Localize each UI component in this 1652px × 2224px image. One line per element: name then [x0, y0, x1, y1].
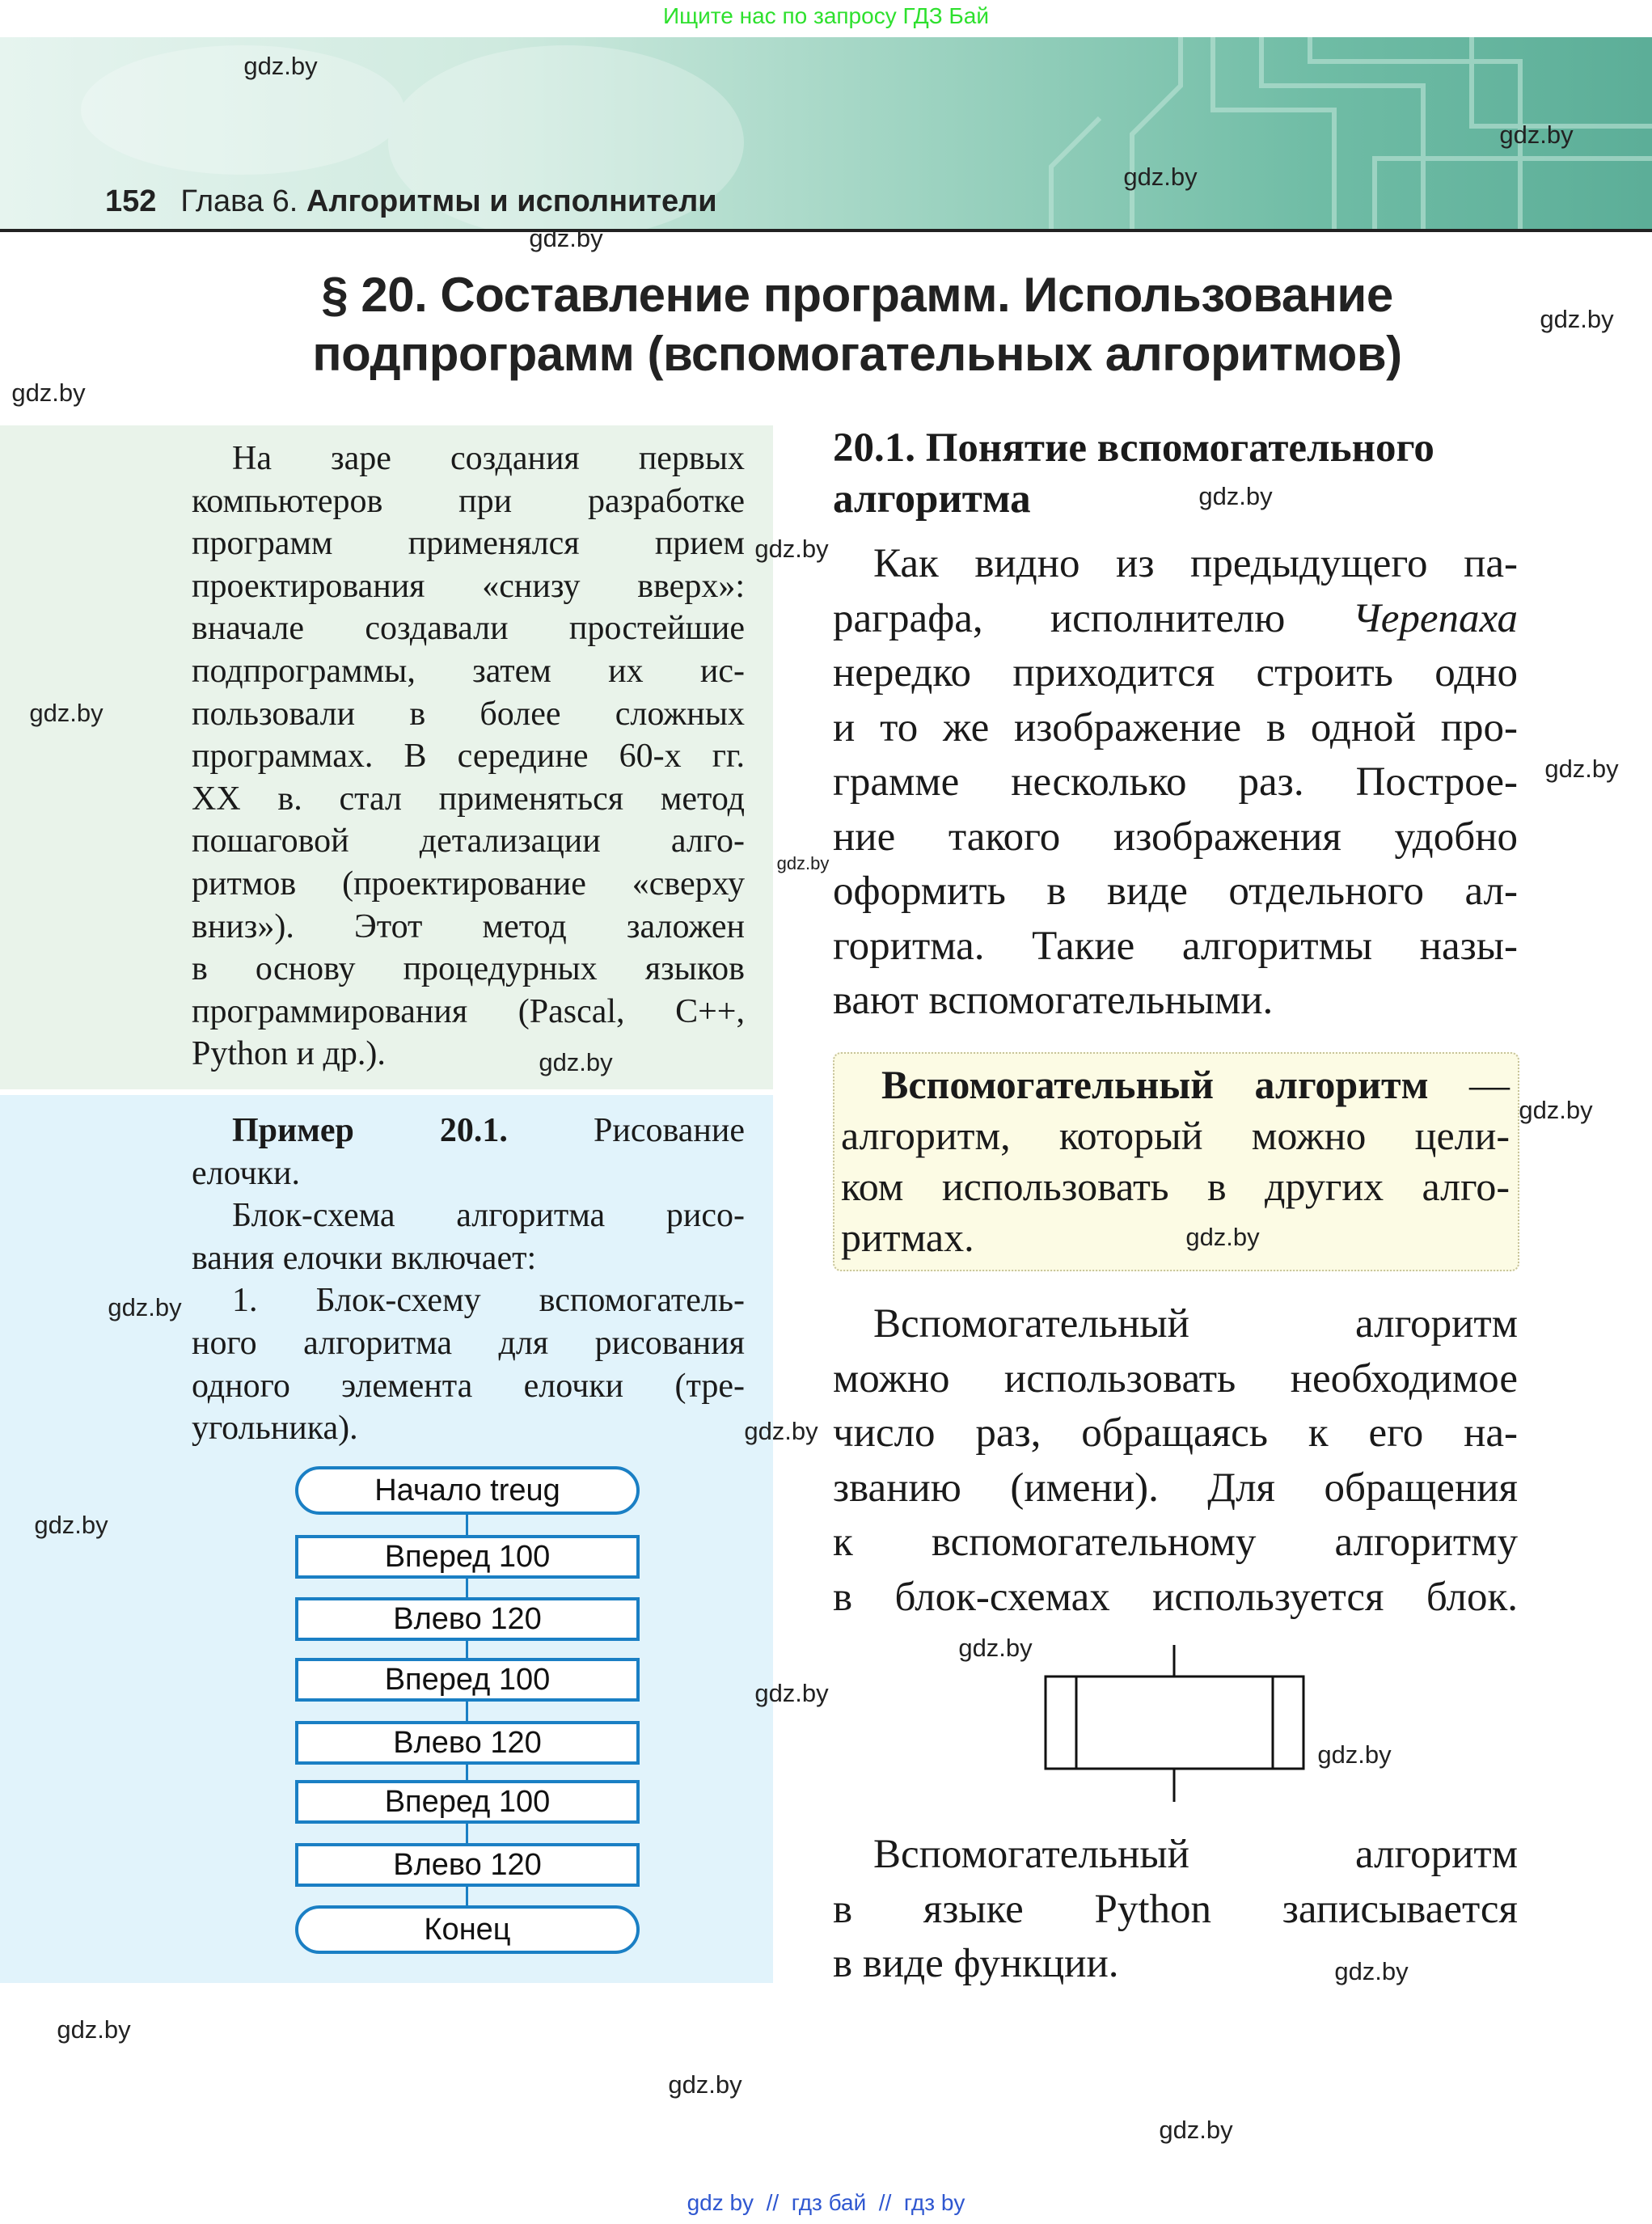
text-run: компьютеров при разработке — [192, 482, 745, 520]
flowchart-step: Влево 120 — [295, 1843, 640, 1887]
watermark: gdz.by — [776, 853, 830, 873]
text-run: число раз, обращаясь к его на- — [833, 1410, 1518, 1456]
text-run: в основу процедурных языков — [192, 950, 745, 988]
text-line — [833, 1883, 1518, 1938]
text-line — [833, 1406, 1518, 1461]
text-line — [192, 438, 745, 480]
watermark: gdz.by — [108, 1293, 182, 1321]
text-run: ритмов (проектирование «сверху — [192, 865, 745, 903]
text-run: ного алгоритма для рисования — [192, 1324, 745, 1362]
text-line — [192, 1033, 745, 1076]
text-line — [192, 693, 745, 736]
text-line — [192, 735, 745, 778]
header-rule — [0, 229, 1652, 232]
text-line — [192, 480, 745, 523]
text-line — [833, 1937, 1518, 1992]
text-run: ритмах. — [841, 1215, 974, 1260]
text-line — [192, 1194, 745, 1237]
text-line — [192, 1110, 745, 1152]
text-line — [833, 974, 1518, 1029]
text-run: Рисование — [507, 1112, 745, 1149]
text-line — [192, 522, 745, 565]
watermark: gdz.by — [1334, 1957, 1409, 1985]
page-number: 152 — [105, 184, 157, 218]
text-line — [833, 1516, 1518, 1571]
text-line — [192, 991, 745, 1034]
text-line — [192, 650, 745, 693]
text-line — [841, 1110, 1510, 1161]
flowchart-start: Начало treug — [295, 1466, 640, 1515]
watermark: gdz.by — [1519, 1096, 1593, 1124]
text-line — [841, 1059, 1510, 1110]
text-line — [192, 1237, 745, 1280]
watermark: gdz.by — [1540, 305, 1614, 333]
text-line — [192, 1407, 745, 1450]
text-run: Как видно из предыдущего па- — [873, 541, 1518, 586]
text-line — [192, 820, 745, 863]
text-run: алгоритма — [833, 476, 1031, 522]
flowchart-step: Вперед 100 — [295, 1780, 640, 1824]
watermark: gdz.by — [34, 1511, 108, 1539]
search-hint: Ищите нас по запросу ГДЗ Бай — [662, 3, 990, 28]
text-line — [192, 948, 745, 991]
text-line — [192, 906, 745, 949]
watermark: gdz.by — [1185, 1223, 1260, 1251]
text-line — [192, 863, 745, 906]
flowchart-step: Вперед 100 — [295, 1658, 640, 1702]
text-line — [833, 920, 1518, 975]
text-run: грамме несколько раз. Построе- — [833, 759, 1518, 805]
subroutine-block-symbol — [1035, 1642, 1318, 1805]
text-run: программ применялся прием — [192, 525, 745, 563]
text-run: Блок-схема алгоритма рисо- — [232, 1197, 745, 1235]
watermark: gdz.by — [1317, 1740, 1392, 1769]
text-line — [192, 565, 745, 608]
history-text — [192, 438, 745, 1076]
watermark: gdz.by — [668, 2070, 742, 2099]
watermark: gdz.by — [539, 1048, 613, 1076]
text-run: программах. В середине 60-х гг. — [192, 738, 745, 776]
text-run: Вспомогательный алгоритм — [873, 1832, 1518, 1877]
watermark: gdz.by — [11, 378, 86, 407]
watermark: gdz.by — [744, 1417, 818, 1445]
definition-text — [841, 1059, 1510, 1263]
text-run: подпрограммы, затем их ис- — [192, 652, 745, 690]
text-run: раграфа, исполнителю — [833, 595, 1353, 641]
text-run: званию (имени). Для обращения — [833, 1465, 1518, 1511]
watermark: gdz.by — [1499, 121, 1574, 149]
text-run: Вспомогательный алгоритм — [873, 1301, 1518, 1347]
text-line — [833, 1571, 1518, 1626]
text-line — [833, 592, 1518, 647]
text-line — [833, 755, 1518, 810]
text-line — [192, 1152, 745, 1195]
text-run: к вспомогательному алгоритму — [833, 1520, 1518, 1565]
text-run: Черепаха — [1352, 595, 1518, 641]
text-run: нередко приходится строить одно — [833, 650, 1518, 696]
text-run: одного элемента елочки (тре- — [192, 1367, 745, 1405]
text-line — [192, 607, 745, 650]
text-line — [833, 1352, 1518, 1407]
flowchart-step: Влево 120 — [295, 1721, 640, 1765]
text-run: и то же изображение в одной про- — [833, 704, 1518, 750]
watermark: gdz.by — [754, 535, 829, 563]
running-head — [105, 184, 717, 219]
text-line — [833, 423, 1518, 474]
watermark: gdz.by — [29, 699, 104, 727]
text-line — [833, 1828, 1518, 1883]
paragraph-3 — [833, 1828, 1518, 1992]
paragraph-2 — [833, 1297, 1518, 1625]
text-line — [192, 1279, 745, 1322]
text-run: — — [1428, 1062, 1510, 1107]
watermark: gdz.by — [1159, 2116, 1233, 2144]
watermark: gdz.by — [57, 2015, 131, 2044]
text-run: 1. Блок-схему вспомогатель- — [232, 1282, 745, 1320]
text-run: угольника). — [192, 1410, 358, 1448]
text-run: в языке Python записывается — [833, 1886, 1518, 1932]
subsection-heading — [833, 423, 1518, 525]
text-run: Вспомогательный алгоритм — [881, 1062, 1429, 1107]
text-run: вначале создавали простейшие — [192, 610, 745, 648]
text-run: можно использовать необходимое — [833, 1355, 1518, 1402]
watermark: gdz.by — [529, 224, 603, 252]
text-line — [841, 1161, 1510, 1212]
text-run: пользовали в более сложных — [192, 695, 745, 733]
text-run: горитма. Такие алгоритмы назы- — [833, 923, 1518, 969]
text-run: Python и др.). — [192, 1035, 386, 1073]
text-run: ком использовать в других алго- — [841, 1164, 1510, 1209]
flowchart-end: Конец — [295, 1905, 640, 1954]
chapter-title: Алгоритмы и исполнители — [306, 184, 717, 218]
text-line — [192, 1322, 745, 1365]
text-run: ние такого изображения удобно — [833, 814, 1518, 860]
text-run: вниз»). Этот метод заложен — [192, 907, 745, 945]
text-run: в блок-схемах используется блок. — [833, 1574, 1518, 1620]
text-line — [833, 810, 1518, 865]
watermark: gdz.by — [1198, 482, 1273, 510]
text-run: XX в. стал применяться метод — [192, 780, 745, 818]
text-run: 20.1. Понятие вспомогательного — [833, 425, 1434, 471]
text-line — [833, 646, 1518, 701]
text-run: вают вспомогательными. — [833, 978, 1274, 1023]
text-run: проектирования «снизу вверх»: — [192, 567, 745, 605]
text-run: елочки. — [192, 1154, 301, 1192]
text-run: На заре создания первых — [232, 440, 745, 477]
watermark: gdz.by — [1123, 163, 1198, 191]
text-run: оформить в виде отдельного ал- — [833, 869, 1518, 914]
text-line — [833, 1461, 1518, 1516]
footer-links: gdz by // гдз бай // гдз by — [687, 2190, 965, 2215]
watermark: gdz.by — [1544, 755, 1619, 783]
watermark: gdz.by — [754, 1679, 829, 1707]
text-line — [192, 1365, 745, 1408]
text-line — [192, 778, 745, 821]
chapter-label: Глава 6. — [180, 184, 298, 218]
text-line — [833, 1297, 1518, 1352]
flowchart-step: Вперед 100 — [295, 1535, 640, 1579]
text-run: алгоритм, который можно цели- — [841, 1113, 1510, 1158]
watermark: gdz.by — [958, 1634, 1033, 1662]
text-run: пошаговой детализации алго- — [192, 822, 745, 860]
text-run: Пример 20.1. — [232, 1112, 508, 1149]
text-line — [833, 865, 1518, 920]
text-run: в виде функции. — [833, 1941, 1119, 1986]
watermark: gdz.by — [243, 52, 318, 80]
section-title-line-1: § 20. Составление программ. Использование — [321, 268, 1393, 322]
text-run: программирования (Pascal, C++, — [192, 992, 745, 1030]
text-line — [833, 537, 1518, 592]
text-line — [841, 1212, 1510, 1263]
section-title-line-2: подпрограмм (вспомогательных алгоритмов) — [312, 327, 1402, 381]
flowchart-step: Влево 120 — [295, 1597, 640, 1641]
text-run: вания елочки включает: — [192, 1239, 537, 1277]
text-line — [833, 701, 1518, 756]
text-line — [833, 474, 1518, 525]
paragraph-1 — [833, 537, 1518, 1029]
example-text — [192, 1110, 745, 1450]
